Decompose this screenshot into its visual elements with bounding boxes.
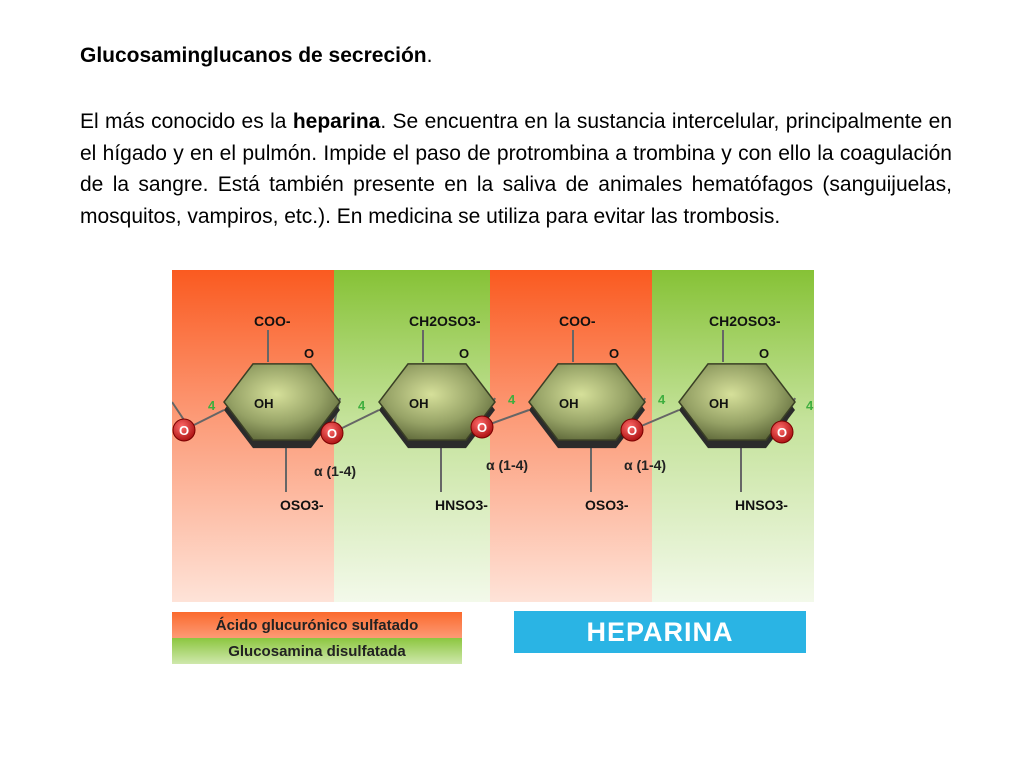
banner-label: HEPARINA [586,616,734,647]
ring-oh-3: OH [559,396,579,411]
ring-oh-4: OH [709,396,729,411]
legend-row-glucosamine [172,638,462,664]
ring-oxygen-3: O [609,346,620,361]
bottom-group-2: HNSO3- [435,497,488,513]
legend-glucosamine-label: Glucosamina disulfatada [228,642,406,660]
legend-row-glucuronic [172,612,462,638]
title-period: . [426,44,433,67]
bond-label-alpha-2: α (1-4) [486,457,529,473]
para-rest: . Se encuentra en la sustancia intercelular, principalmente en el hígado y en el pulmón. Impide el paso de protrombina a trombina y con ello la coagulación de la sangre. Está también presente en la saliva de animales hematófagos (sanguijuelas, mosquitos, vampiros, etc.). En medicina se utiliza para evitar las trombosis. [80,110,952,228]
legend-glucuronic-label: Ácido glucurónico sulfatado [215,616,419,634]
bridge-oxygen-1-label: O [178,423,190,438]
title-bold: Glucosaminglucanos de secreción [80,44,427,67]
bottom-group-1: OSO3- [280,497,324,513]
position-4-label-1: 4 [208,398,216,413]
top-group-4: CH2OSO3- [709,313,781,329]
ring-oxygen-2: O [459,346,470,361]
para-keyword: heparina [292,110,381,133]
ring-oh-1: OH [254,396,274,411]
bridge-oxygen-4-label: O [626,423,638,438]
heparina-banner [514,611,806,653]
legend [172,612,462,664]
ring-oxygen-4: O [759,346,770,361]
bridge-oxygen-2-label: O [326,426,338,441]
description-paragraph [80,106,952,232]
ring-oh-2: OH [409,396,429,411]
position-4-label-3: 4 [508,392,516,407]
bridge-oxygen-3-label: O [476,420,488,435]
position-4-label-4: 4 [658,392,666,407]
top-group-2: CH2OSO3- [409,313,481,329]
ring-oxygen-1: O [304,346,315,361]
bond-label-alpha-1: α (1-4) [314,463,357,479]
position-4-label-2: 4 [358,398,366,413]
top-group-1: COO- [254,313,291,329]
top-group-3: COO- [559,313,596,329]
bottom-group-4: HNSO3- [735,497,788,513]
position-4-label-5: 4 [806,398,814,413]
para-intro: El más conocido es la [80,110,293,133]
bond-label-alpha-3: α (1-4) [624,457,667,473]
slide-title [80,44,432,68]
heparin-structure-diagram [172,270,814,602]
bridge-oxygen-5-label: O [776,425,788,440]
bottom-group-3: OSO3- [585,497,629,513]
